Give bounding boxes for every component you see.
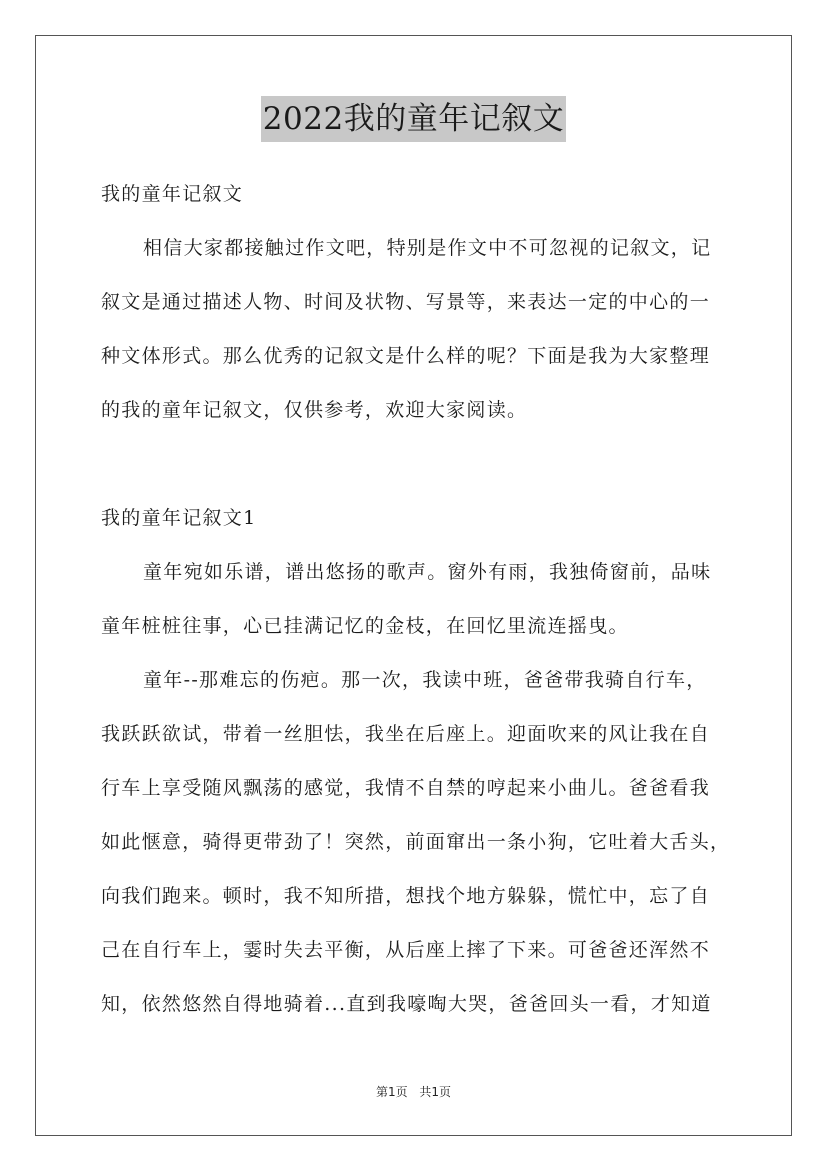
page-footer [0, 1082, 827, 1102]
intro-line: 种文体形式。那么优秀的记叙文是什么样的呢？下面是我为大家整理 [101, 345, 711, 367]
document-body [101, 167, 731, 1031]
intro-line: 的我的童年记叙文，仅供参考，欢迎大家阅读。 [101, 399, 528, 421]
intro-line: 叙文是通过描述人物、时间及状物、写景等，来表达一定的中心的一 [101, 291, 711, 313]
para2-line: 如此惬意，骑得更带劲了！突然，前面窜出一条小狗，它吐着大舌头， [101, 831, 731, 853]
para2-line: 童年--那难忘的伤疤。那一次，我读中班，爸爸带我骑自行车， [143, 669, 707, 691]
essay-heading: 我的童年记叙文1 [101, 507, 257, 529]
paragraph-gap [101, 437, 731, 491]
intro-line: 相信大家都接触过作文吧，特别是作文中不可忽视的记叙文，记 [143, 237, 712, 259]
section-heading: 我的童年记叙文 [101, 183, 244, 205]
document-title: 2022我的童年记叙文 [261, 96, 566, 142]
title-container [0, 96, 827, 142]
para1-line: 童年桩桩往事，心已挂满记忆的金枝，在回忆里流连摇曳。 [101, 615, 629, 637]
page-total: 共1页 [419, 1085, 452, 1099]
para2-line: 向我们跑来。顿时，我不知所措，想找个地方躲躲，慌忙中，忘了自 [101, 885, 711, 907]
para2-line: 知，依然悠然自得地骑着...直到我嚎啕大哭，爸爸回头一看，才知道 [101, 993, 712, 1015]
para2-line: 己在自行车上，霎时失去平衡，从后座上摔了下来。可爸爸还浑然不 [101, 939, 711, 961]
para1-line: 童年宛如乐谱，谱出悠扬的歌声。窗外有雨，我独倚窗前，品味 [143, 561, 712, 583]
para2-line: 行车上享受随风飘荡的感觉，我情不自禁的哼起来小曲儿。爸爸看我 [101, 777, 711, 799]
para2-line: 我跃跃欲试，带着一丝胆怯，我坐在后座上。迎面吹来的风让我在自 [101, 723, 711, 745]
page-number: 第1页 [375, 1085, 408, 1099]
